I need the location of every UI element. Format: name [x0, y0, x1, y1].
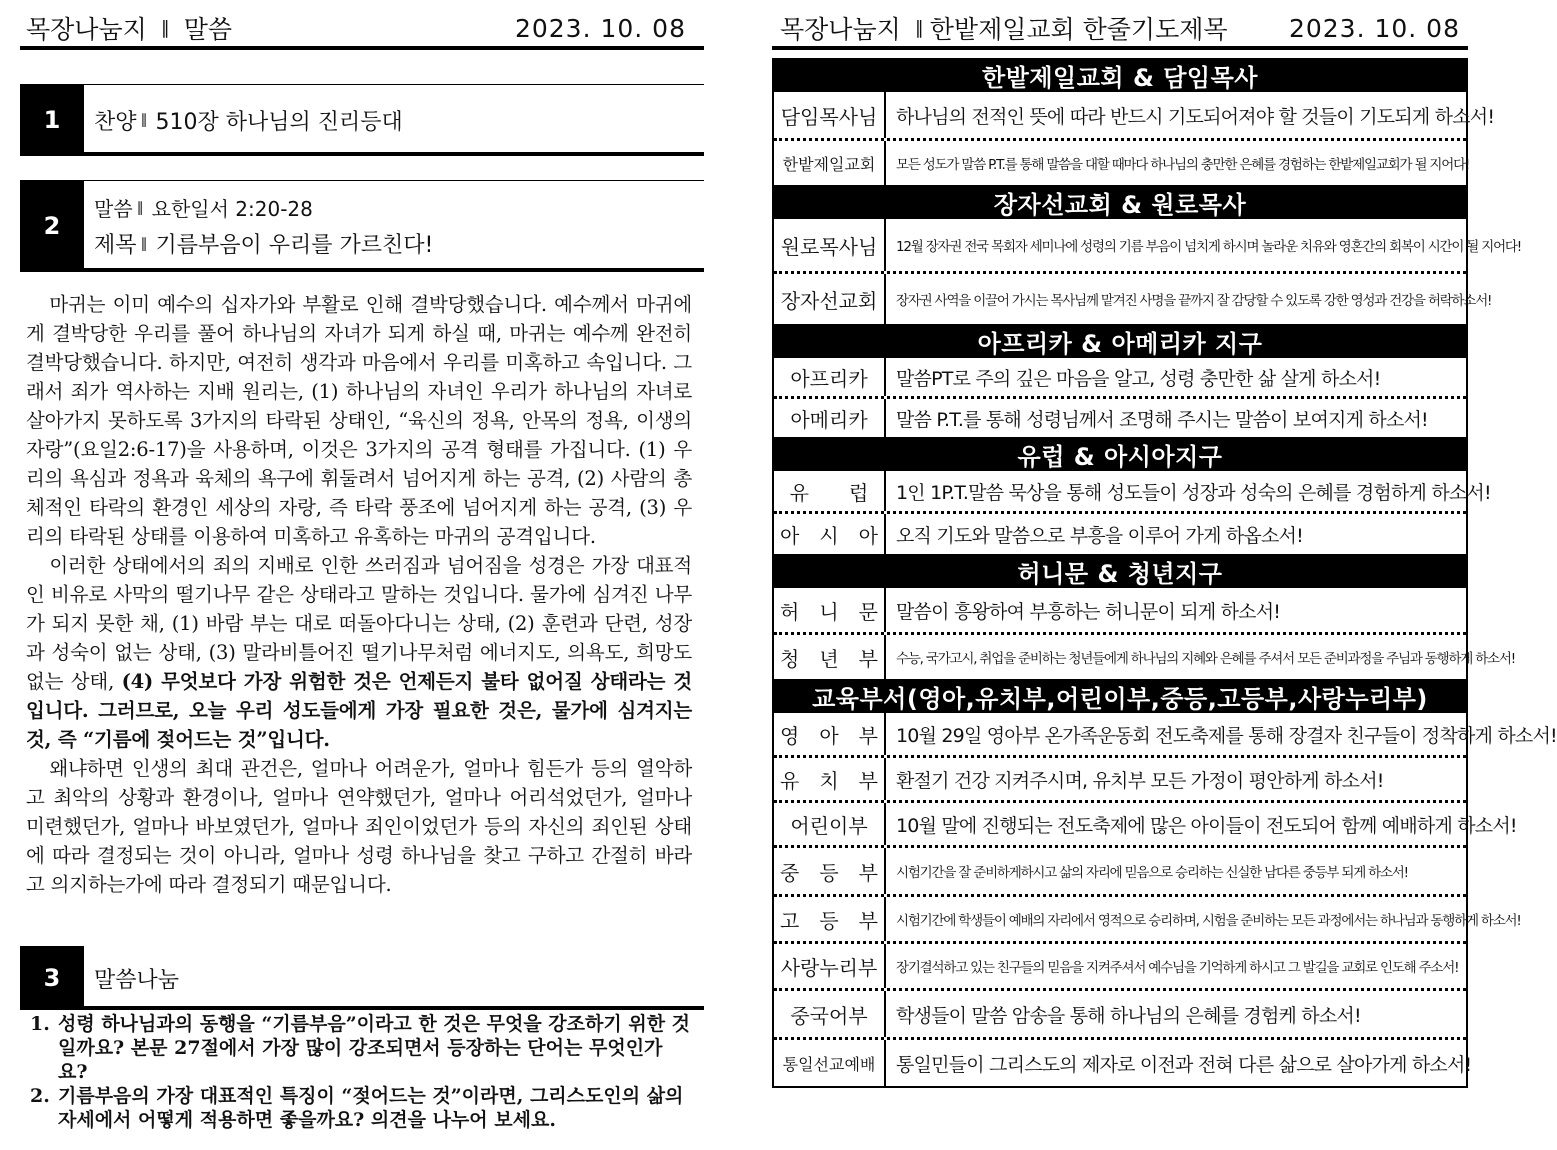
question-item: [30, 1012, 690, 1084]
question-number: 2.: [30, 1085, 50, 1107]
prayer-row-text: 1인 1P.T.말씀 묵상을 통해 성도들이 성장과 성숙의 은혜를 경험하게 하소서!: [896, 481, 1491, 504]
prayer-row-label: 고 등 부: [774, 897, 886, 941]
prayer-row-text: 10월 말에 진행되는 전도축제에 많은 아이들이 전도되어 함께 예배하게 하소서!: [896, 814, 1517, 837]
prayer-row-text: 수능, 국가고시, 취업을 준비하는 청년들에게 하나님의 지혜와 은혜를 주셔서 모든 준비과정을 주님과 동행하게 하소서!: [896, 651, 1515, 667]
section-hymn: [20, 84, 704, 156]
question-text: 기름부음의 가장 대표적인 특징이 “젖어드는 것”이라면, 그리스도인의 삶의 자세에서 어떻게 적용하면 좋을까요? 의견을 나누어 보세요.: [58, 1085, 684, 1131]
section-number: 3: [20, 946, 84, 1010]
paragraph-1: 마귀는 이미 예수의 십자가와 부활로 인해 결박당했습니다. 예수께서 마귀에게 결박당한 우리를 풀어 하나님의 자녀가 되게 하실 때, 마귀는 예수께 완전히 결박당했습니다. 하지만, 여전히 생각과 마음에서 우리를 미혹하고 속입니다. 그래서 죄가 역사하는 지배 원리는, (1) 하나님의 자녀인 우리가 하나님의 자녀로 살아가지 못하도록 3가지의 타락된 상태인, “육신의 정욕, 안목의 정욕, 이생의 자랑”(요일2:6-17)을 사용하며, 이것은 3가지의 공격 형태를 가집니다. (1) 우리의 욕심과 정욕과 육체의 욕구에 휘둘려서 넘어지게 하는 공격, (2) 사람의 총체적인 타락의 환경인 세상의 자랑, 즉 타락 풍조에 넘어지게 하는 공격, (3) 우리의 타락된 상태를 이용하여 미혹하고 유혹하는 마귀의 공격입니다.: [26, 293, 692, 548]
prayer-row-label: 청 년 부: [774, 635, 886, 679]
prayer-table: [772, 58, 1557, 1088]
prayer-row-text: 모든 성도가 말씀 P.T.를 통해 말씀을 대할 때마다 하나님의 충만한 은혜를 경험하는 한밭제일교회가 될 지어다!: [896, 157, 1470, 173]
group-header: 교육부서(영아,유치부,어린이부,중등,고등부,사랑누리부): [774, 679, 1466, 713]
prayer-row: [774, 848, 1466, 897]
hymn-label: 찬양: [94, 109, 137, 135]
prayer-row: [774, 514, 1466, 554]
prayer-row-text: 10월 29일 영아부 온가족운동회 전도축제를 통해 장결자 친구들이 정착하게 하소서!: [896, 724, 1557, 747]
prayer-row-text: 시험기간을 잘 준비하게하시고 삶의 자리에 믿음으로 승리하는 신실한 남다른 중등부 되게 하소서!: [896, 865, 1408, 881]
prayer-row: [774, 588, 1466, 635]
section-sermon: [20, 180, 704, 272]
prayer-row: [774, 991, 1466, 1040]
prayer-row-text: 시험기간에 학생들이 예배의 자리에서 영적으로 승리하며, 시험을 준비하는 모든 과정에서는 하나님과 동행하게 하소서!: [896, 913, 1521, 929]
prayer-row: [774, 141, 1470, 185]
prayer-row-text: 말씀 P.T.를 통해 성령님께서 조명해 주시는 말씀이 보여지게 하소서!: [896, 408, 1428, 431]
hymn-text: 510장 하나님의 진리등대: [155, 109, 403, 135]
prayer-row: [774, 399, 1466, 437]
prayer-row-text: 통일민들이 그리스도의 제자로 이전과 전혀 다른 삶으로 살아가게 하소서!: [896, 1053, 1472, 1076]
sermon-body: [26, 290, 692, 899]
section-number: 1: [20, 84, 84, 156]
prayer-row: [774, 274, 1492, 324]
prayer-row: [774, 1040, 1472, 1086]
prayer-row-label: 아메리카: [774, 399, 886, 437]
prayer-row-text: 하나님의 전적인 뜻에 따라 반드시 기도되어져야 할 것들이 기도되게 하소서!: [896, 105, 1495, 128]
prayer-row: [774, 897, 1521, 944]
prayer-row-label: 사랑누리부: [774, 944, 886, 988]
prayer-row-label: 유 럽: [774, 471, 886, 511]
prayer-row-label: 유 치 부: [774, 758, 886, 800]
group-header: 허니문 & 청년지구: [774, 554, 1466, 588]
left-header-section: 말씀: [183, 15, 233, 44]
prayer-row: [774, 803, 1517, 848]
title-label: 제목: [94, 233, 137, 258]
prayer-row-text: 학생들이 말씀 암송을 통해 하나님의 은혜를 경험케 하소서!: [896, 1004, 1361, 1027]
question-text: 성령 하나님과의 동행을 “기름부음”이라고 한 것은 무엇을 강조하기 위한 것일까요? 본문 27절에서 가장 많이 강조되면서 등장하는 단어는 무엇인가요?: [58, 1013, 691, 1083]
prayer-row-label: 담임목사님: [774, 92, 886, 138]
prayer-row-label: 어린이부: [774, 803, 886, 845]
hymn-mark: ∥: [140, 112, 148, 128]
prayer-row-label: 아 시 아: [774, 514, 886, 554]
prayer-row-text: 12월 장자권 전국 목회자 세미나에 성령의 기름 부음이 넘치게 하시며 놀라운 치유와 영혼간의 회복이 시간이 될 지어다!: [896, 239, 1521, 255]
prayer-row: [774, 635, 1515, 679]
prayer-row: [774, 92, 1495, 141]
prayer-row-text: 장자권 사역을 이끌어 가시는 목사님께 맡겨진 사명을 끝까지 잘 감당할 수 있도록 강한 영성과 건강을 허락하소서!: [896, 293, 1492, 309]
prayer-row-text: 환절기 건강 지켜주시며, 유치부 모든 가정이 평안하게 하소서!: [896, 769, 1384, 792]
group-header: 한밭제일교회 & 담임목사: [774, 58, 1466, 92]
left-header-date: 2023. 10. 08: [514, 13, 686, 43]
section-number: 2: [20, 180, 84, 272]
question-list: [30, 1012, 690, 1132]
prayer-row: [774, 944, 1466, 991]
paragraph-2-emphasis: (4) 무엇보다 가장 위험한 것은 언제든지 불타 없어질 상태라는 것입니다. 그러므로, 오늘 우리 성도들에게 가장 필요한 것은, 물가에 심겨지는 것, 즉 “기름에 젖어드는 것”입니다.: [26, 670, 692, 751]
group-header: 아프리카 & 아메리카 지구: [774, 324, 1466, 358]
prayer-row-label: 아프리카: [774, 358, 886, 396]
right-header-separator: ∥: [914, 17, 924, 39]
prayer-row: [774, 758, 1466, 803]
prayer-row-text: 말씀PT로 주의 깊은 마음을 알고, 성령 충만한 삶 살게 하소서!: [896, 367, 1381, 390]
prayer-row-label: 영 아 부: [774, 713, 886, 755]
question-item: [30, 1084, 690, 1132]
prayer-row-label: 한밭제일교회: [774, 141, 886, 185]
prayer-row-text: 말씀이 흥왕하여 부흥하는 허니문이 되게 하소서!: [896, 600, 1281, 623]
prayer-row-label: 장자선교회: [774, 274, 886, 324]
prayer-row-label: 원로목사님: [774, 219, 886, 271]
scripture-mark: ∥: [136, 199, 144, 216]
left-header-title: 목장나눔지: [26, 15, 147, 44]
prayer-row: [774, 471, 1491, 514]
right-header-date: 2023. 10. 08: [1288, 13, 1460, 43]
right-header: [772, 10, 1468, 50]
prayer-row: [774, 219, 1521, 274]
paragraph-2-text: 이러한 상태에서의 죄의 지배로 인한 쓰러짐과 넘어짐을 성경은 가장 대표적인 비유로 사막의 떨기나무 같은 상태라고 말하는 것입니다. 물가에 심겨진 나무가 되지 못한 채, (1) 바람 부는 대로 떠돌아다니는 상태, (2) 훈련과 단련, 성장과 성숙이 없는 상태, (3) 말라비틀어진 떨기나무처럼 에너지도, 의욕도, 희망도 없는 상태,: [26, 554, 692, 693]
right-page: [772, 0, 1557, 1150]
prayer-row-label: 통일선교예배: [774, 1040, 886, 1086]
section-sharing: [20, 946, 704, 1010]
left-page: [20, 0, 704, 1150]
right-header-title: 목장나눔지: [780, 15, 901, 44]
scripture-label: 말씀: [94, 197, 133, 221]
prayer-row: [774, 713, 1557, 758]
left-header-separator: ∥: [160, 17, 170, 39]
sermon-title: 기름부음이 우리를 가르친다!: [155, 233, 434, 258]
group-header: 유럽 & 아시아지구: [774, 437, 1466, 471]
scripture-ref: 요한일서 2:20-28: [151, 197, 313, 221]
left-header: [20, 10, 704, 50]
prayer-row-label: 중국어부: [774, 991, 886, 1037]
prayer-row-text: 장기결석하고 있는 친구들의 믿음을 지켜주셔서 예수님을 기억하게 하시고 그 발길을 교회로 인도해 주소서!: [896, 960, 1459, 976]
right-header-section: 한밭제일교회 한줄기도제목: [929, 15, 1228, 44]
prayer-row-text: 오직 기도와 말씀으로 부흥을 이루어 가게 하옵소서!: [896, 524, 1303, 547]
title-mark: ∥: [140, 235, 148, 252]
prayer-row-label: 허 니 문: [774, 588, 886, 632]
paragraph-3: 왜냐하면 인생의 최대 관건은, 얼마나 어려운가, 얼마나 힘든가 등의 열악하고 최악의 상황과 환경이나, 얼마나 연약했던가, 얼마나 어리석었던가, 얼마나 미련했던가, 얼마나 바보였던가, 얼마나 죄인이었던가 등의 자신의 죄인된 상태에 따라 결정되는 것이 아니라, 얼마나 성령 하나님을 찾고 구하고 간절히 바라고 의지하는가에 따라 결정되기 때문입니다.: [26, 757, 692, 896]
paragraph-2: [26, 551, 692, 754]
group-header: 장자선교회 & 원로목사: [774, 185, 1466, 219]
sharing-label: 말씀나눔: [94, 967, 180, 993]
prayer-row-label: 중 등 부: [774, 848, 886, 894]
question-number: 1.: [30, 1013, 50, 1035]
prayer-row: [774, 358, 1466, 399]
